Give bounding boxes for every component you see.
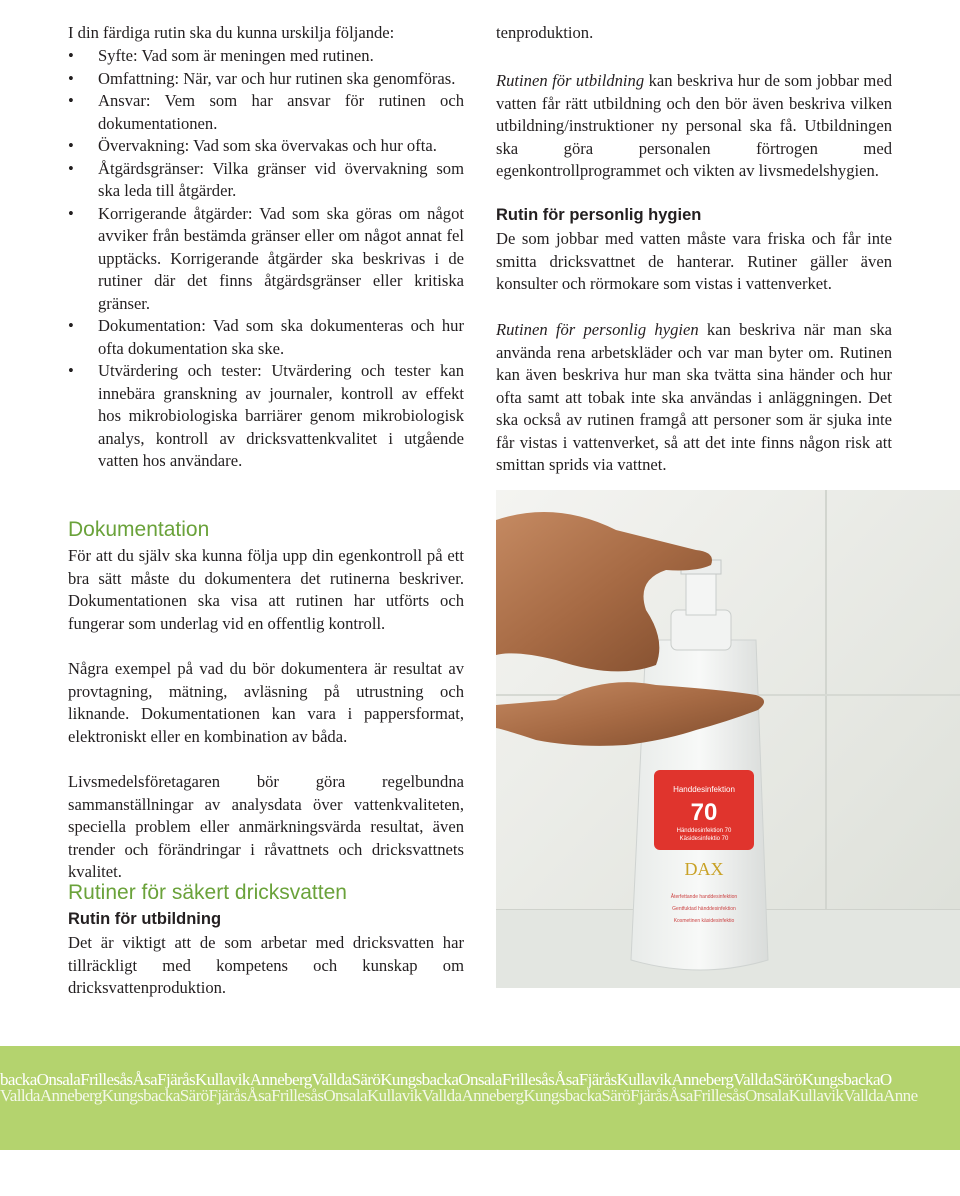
list-item: • Övervakning: Vad som ska övervakas och hur ofta.: [68, 135, 464, 158]
label-small-3: Kosmetinen käsidesinfektio: [673, 918, 735, 924]
list-item: • Utvärdering och tester: Utvärdering och tester kan innebära granskning av journaler, kontroll av effekt hos mikrobiologiska barriärer genom mikrobiologisk analys, kontroll av dricksvattenkvalitet i utgående vatten hos användare.: [68, 361, 464, 470]
photo-illustration: [496, 490, 960, 988]
list-item: • Syfte: Vad som är meningen med rutinen.: [68, 45, 464, 68]
bullet-icon: •: [68, 46, 74, 65]
bullet-icon: •: [68, 68, 74, 88]
dokumentation-paragraph-3: Livsmedelsföretagaren bör göra regelbundna sammanställningar av analysdata över vattenkvaliteten, speciella problem eller anmärkningsvärda resultat, även trender och förändringar i råvattnets och dricksvattnets kvalitet.: [68, 772, 464, 881]
bullet-icon: •: [68, 158, 74, 178]
label-small-1: Återfettande handdesinfektion: [670, 894, 738, 900]
checklist: [68, 45, 464, 473]
label-title: Handdesinfektion: [673, 785, 735, 794]
continued-word: tenproduktion.: [496, 23, 594, 42]
list-item: • Omfattning: När, var och hur rutinen ska genomföras.: [68, 68, 464, 91]
list-item: • Åtgärdsgränser: Vilka gränser vid övervakning som ska leda till åtgärder.: [68, 158, 464, 200]
bullet-icon: •: [68, 136, 74, 155]
label-number: 70: [690, 799, 718, 826]
bullet-icon: •: [68, 361, 74, 380]
checklist-intro: I din färdiga rutin ska du kunna urskilja följande:: [68, 23, 395, 42]
place-names-band: [0, 1046, 960, 1150]
label-small-2: Gentfuktad händdesinfektion: [672, 906, 736, 912]
list-item: • Dokumentation: Vad som ska dokumenteras och hur ofta dokumentation ska ske.: [68, 316, 464, 358]
rutiner-heading: Rutiner för säkert dricksvatten: [68, 881, 347, 904]
list-item: • Korrigerande åtgärder: Vad som ska göras om något avviker från bestämda gränser eller om något annat fel upptäcks. Korrigerande åtgärder ska beskrivas i de rutiner där det finns åtgärdsgränser eller kritiska gränser.: [68, 203, 464, 313]
label-line-2: Käsidesinfektio 70: [679, 836, 729, 842]
brand-logo: DAX: [684, 859, 724, 879]
list-item: • Ansvar: Vem som har ansvar för rutinen och dokumentationen.: [68, 91, 464, 133]
hand-sanitizer-photo: [496, 490, 960, 988]
band-line-1: backaOnsalaFrillesåsÅsaFjäråsKullavikAnnebergValldaSäröKungsbackaOnsalaFrillesåsÅsaFjäråsKullavikAnnebergValldaSäröKungsbackaO: [0, 1070, 892, 1089]
bullet-icon: •: [68, 91, 74, 110]
utbildning-paragraph-2: Rutinen för utbildning kan beskriva hur de som jobbar med vatten får rätt utbildning och den bör även beskriva vilken utbildning/instruktioner ny personal ska få. Utbildningen ska göra personalen förtrogen med egenkontrollprogrammet och vikten av livsmedelshygien.: [496, 71, 892, 180]
dokumentation-heading: Dokumentation: [68, 518, 210, 541]
dokumentation-paragraph-1: För att du själv ska kunna följa upp din egenkontroll på ett bra sätt måste du dokumentera det rutinerna beskriver. Dokumentationen ska visa att rutinen har utförts och fungerar som underlag vid en offentlig kontroll.: [68, 546, 464, 633]
bullet-icon: •: [68, 316, 74, 335]
band-line-2: ValldaAnnebergKungsbackaSäröFjäråsÅsaFrillesåsOnsalaKullavikValldaAnnebergKungsbackaSäröFjäråsÅsaFrillesåsOnsalaKullavikValldaAnne: [0, 1086, 918, 1105]
bullet-icon: •: [68, 203, 74, 223]
hygien-paragraph-2: Rutinen för personlig hygien kan beskriva när man ska använda rena arbetskläder och var man byter om. Rutinen kan även beskriva hur man ska tvätta sina händer och hur ofta samt att tobak inte ska användas i anläggningen. Det ska också av rutinen framgå att personer som är sjuka inte får vistas i vattenverket, så att det inte finns någon risk att smittan sprids via vattnet.: [496, 320, 893, 474]
utbildning-paragraph-1: Det är viktigt att de som arbetar med dricksvatten har tillräckligt med kompetens och kunskap om dricksvattenproduktion.: [68, 933, 464, 997]
hygien-paragraph-1: De som jobbar med vatten måste vara friska och får inte smitta dricksvattnet de hanterar. Rutiner gäller även konsulter och rörmokare som vistas i vattenverket.: [496, 229, 892, 293]
utbildning-heading: Rutin för utbildning: [68, 910, 222, 928]
dokumentation-paragraph-2: Några exempel på vad du bör dokumentera är resultat av provtagning, mätning, avläsning på utrustning och liknande. Dokumentationen kan vara i pappersformat, elektroniskt eller en kombination av båda.: [68, 659, 464, 746]
label-line-1: Händdesinfektion 70: [676, 828, 732, 834]
hygien-heading: Rutin för personlig hygien: [496, 206, 702, 224]
